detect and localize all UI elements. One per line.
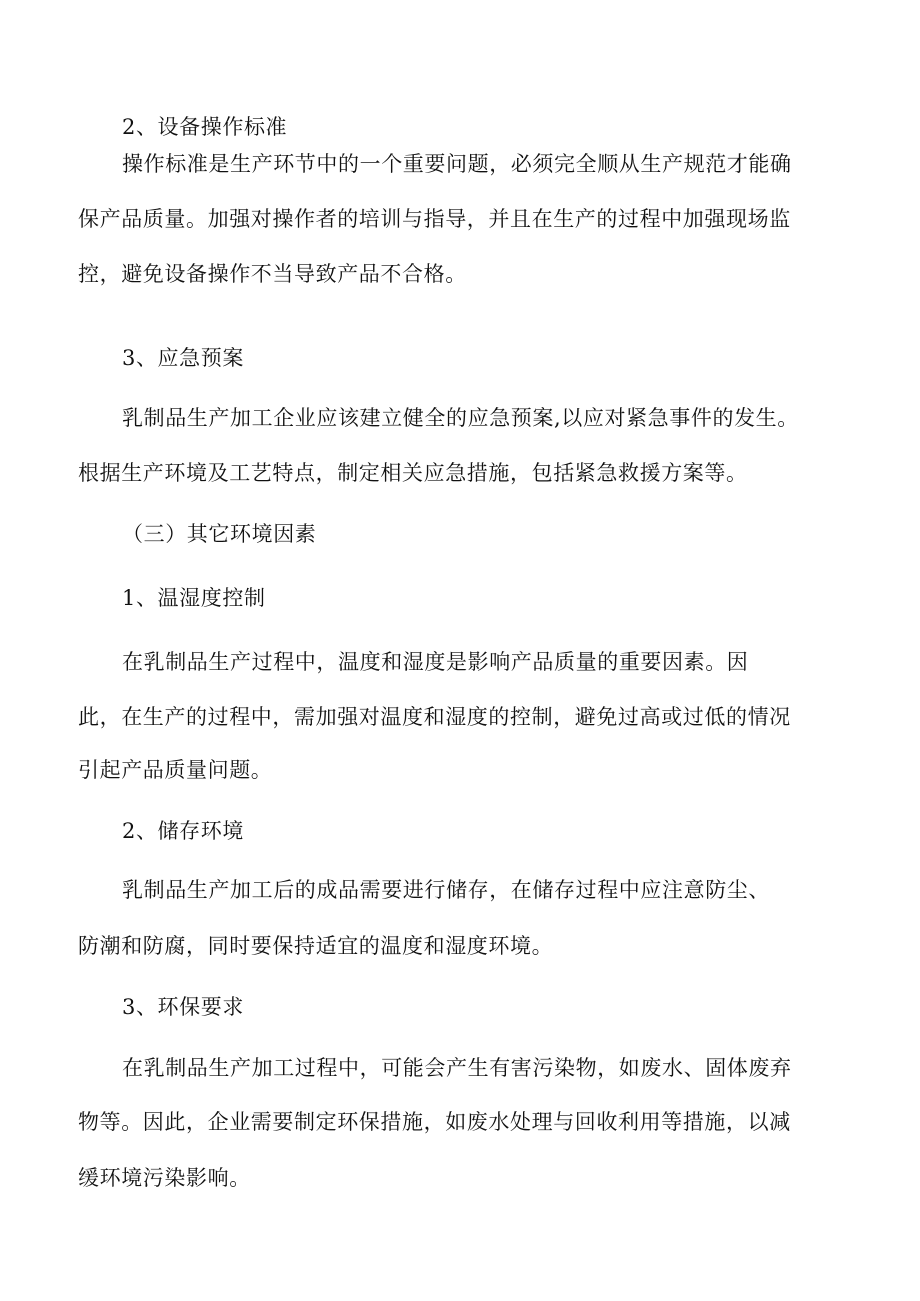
section-heading-equipment-operation-standard: 2、设备操作标准 xyxy=(122,115,288,139)
paragraph-line: 引起产品质量问题。 xyxy=(78,758,273,782)
paragraph-line: 乳制品生产加工后的成品需要进行储存，在储存过程中应注意防尘、 xyxy=(122,878,770,902)
paragraph-line: 缓环境污染影响。 xyxy=(78,1166,251,1190)
section-heading-storage-environment: 2、储存环境 xyxy=(122,819,244,843)
paragraph-line: 乳制品生产加工企业应该建立健全的应急预案,以应对紧急事件的发生。 xyxy=(122,406,799,430)
paragraph-line: 保产品质量。加强对操作者的培训与指导，并且在生产的过程中加强现场监 xyxy=(78,207,791,231)
paragraph-line: 防潮和防腐，同时要保持适宜的温度和湿度环境。 xyxy=(78,934,554,958)
paragraph-line: 在乳制品生产过程中，温度和湿度是影响产品质量的重要因素。因 xyxy=(122,650,749,674)
paragraph-line: 控，避免设备操作不当导致产品不合格。 xyxy=(78,262,467,286)
paragraph-line: 操作标准是生产环节中的一个重要问题，必须完全顺从生产规范才能确 xyxy=(122,152,792,176)
section-heading-other-environmental-factors: （三）其它环境因素 xyxy=(122,522,317,546)
paragraph-line: 此，在生产的过程中，需加强对温度和湿度的控制，避免过高或过低的情况 xyxy=(78,705,791,729)
section-heading-emergency-plan: 3、应急预案 xyxy=(122,346,244,370)
paragraph-line: 在乳制品生产加工过程中，可能会产生有害污染物，如废水、固体废弃 xyxy=(122,1056,792,1080)
paragraph-line: 根据生产环境及工艺特点，制定相关应急措施，包括紧急救援方案等。 xyxy=(78,461,748,485)
section-heading-environmental-protection: 3、环保要求 xyxy=(122,995,244,1019)
section-heading-temperature-humidity-control: 1、温湿度控制 xyxy=(122,586,266,610)
paragraph-line: 物等。因此，企业需要制定环保措施，如废水处理与回收利用等措施，以减 xyxy=(78,1110,791,1134)
